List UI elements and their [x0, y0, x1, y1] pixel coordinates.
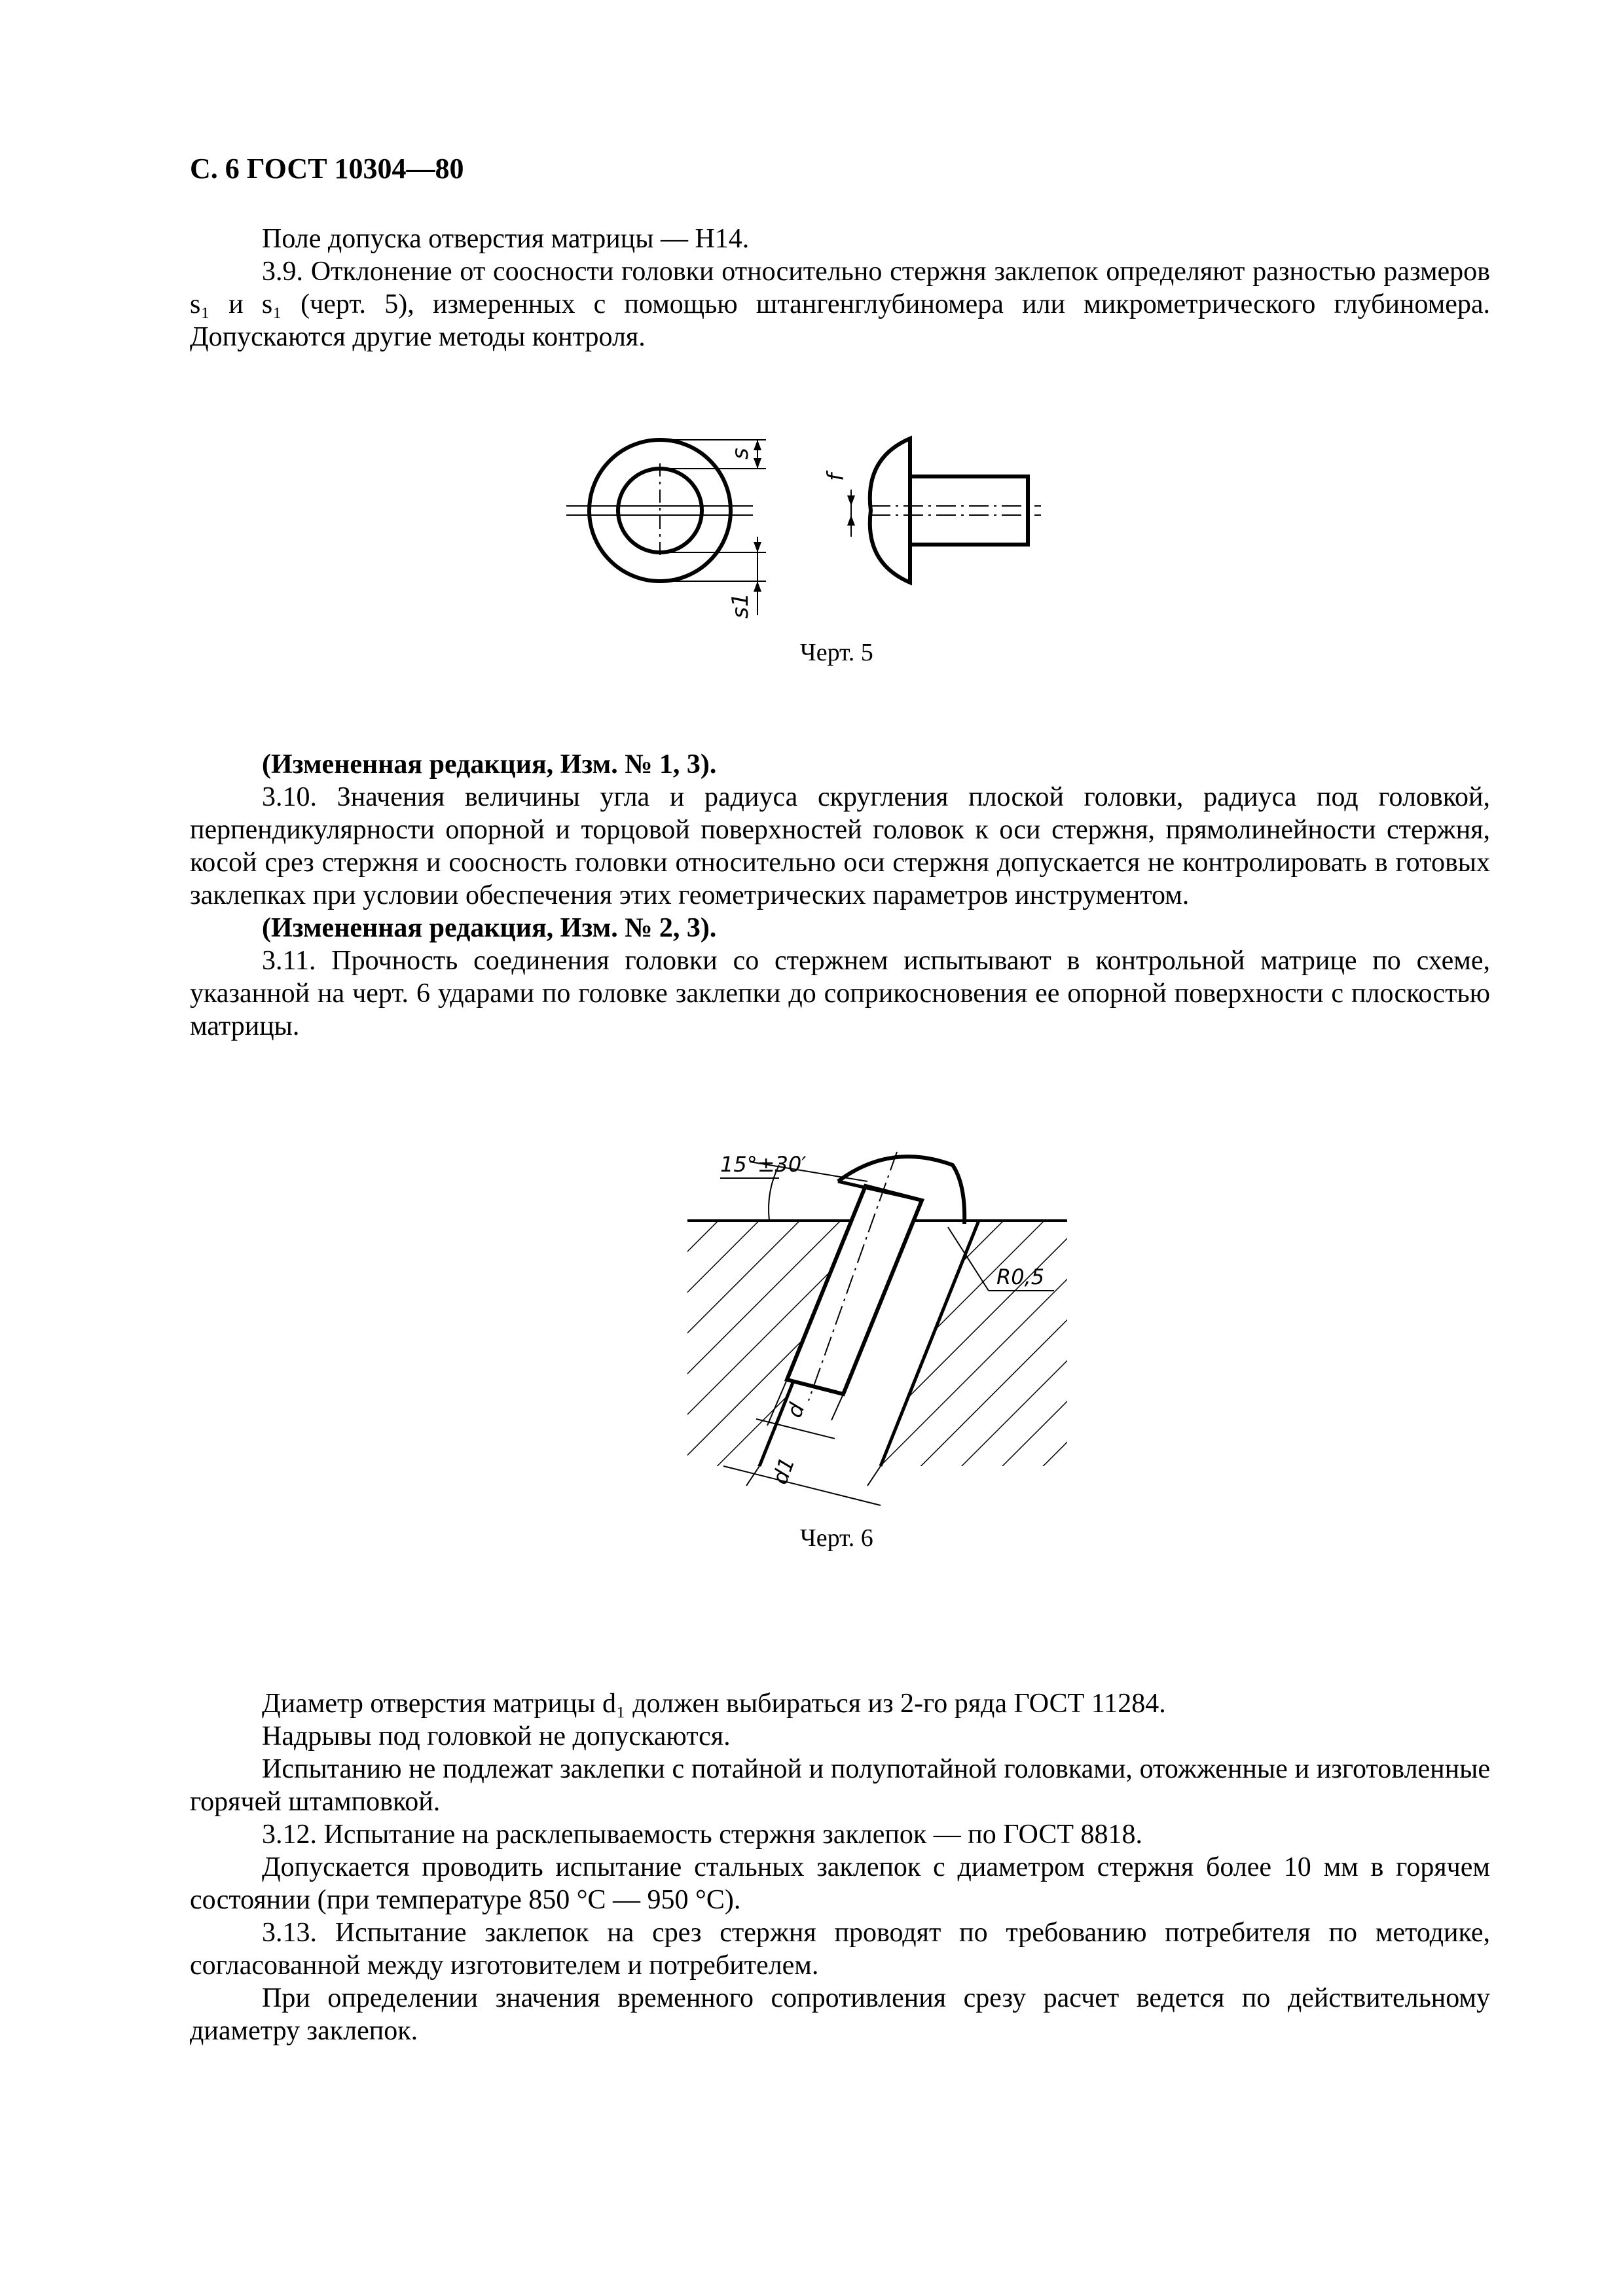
rivet-shank-side	[910, 476, 1028, 545]
figure-6-drawing	[622, 1113, 1080, 1488]
page-header: С. 6 ГОСТ 10304—80	[190, 152, 464, 185]
text-block-bottom	[190, 1687, 1490, 2047]
label-d: d	[781, 1399, 810, 1421]
amendment-note-1: (Измененная редакция, Изм. № 1, 3).	[262, 749, 717, 780]
paragraph-3-12: 3.12. Испытание на расклепываемость стержня заклепок — по ГОСТ 8818.	[262, 1820, 1143, 1850]
paragraph-hot-test: Допускается проводить испытание стальных заклепок с диаметром стержня более 10 мм в горячем состоянии (при температуре 850 °С — 950 °С).	[190, 1852, 1490, 1915]
paragraph-3-13: 3.13. Испытание заклепок на срез стержня проводят по требованию потребителя по методике, согласованной между изготовителем и потребителем.	[190, 1918, 1490, 1981]
paragraph-matrix-diameter: Диаметр отверстия матрицы d₁ должен выбираться из 2-го ряда ГОСТ 11284.	[262, 1689, 1166, 1719]
label-f: f	[823, 473, 849, 481]
amendment-note-2: (Измененная редакция, Изм. № 2, 3).	[262, 913, 717, 943]
label-s1: s1	[727, 592, 754, 619]
rivet-head-side	[870, 439, 910, 583]
text-block-top	[190, 223, 1490, 353]
paragraph-tears: Надрывы под головкой не допускаются.	[262, 1721, 731, 1751]
figure-5-caption: Черт. 5	[800, 639, 873, 666]
label-angle: 15°±30′	[720, 1152, 807, 1177]
label-s: s	[727, 448, 754, 459]
paragraph-tolerance: Поле допуска отверстия матрицы — Н14.	[262, 224, 750, 254]
paragraph-shear-calc: При определении значения временного сопротивления срезу расчет ведется по действительному диаметру заклепок.	[190, 1983, 1490, 2046]
label-d1: d1	[767, 1454, 800, 1488]
paragraph-3-11: 3.11. Прочность соединения головки со стержнем испытывают в контрольной матрице по схеме, указанной на черт. 6 ударами по головке заклепки до соприкосновения ее опорной поверхности с плоскостью матрицы.	[190, 946, 1490, 1041]
text-block-middle	[190, 748, 1490, 1043]
figure-5-drawing	[563, 419, 1218, 641]
paragraph-3-10: 3.10. Значения величины угла и радиуса скругления плоской головки, радиуса под головкой, перпендикулярности опорной и торцовой поверхностей головок к оси стержня, прямолинейности стержня, косой срез стержня и соосность головки относительно оси стержня допускается не контролировать в готовых заклепках при условии обеспечения этих геометрических параметров инструментом.	[190, 782, 1490, 910]
label-radius: R0,5	[996, 1265, 1045, 1289]
figure-6-caption: Черт. 6	[800, 1524, 873, 1552]
paragraph-3-9: 3.9. Отклонение от соосности головки относительно стержня заклепок определяют разностью размеров s₁ и s₁ (черт. 5), измеренных с помощью штангенглубиномера или микрометрического глубиномера. Допускаются другие методы контроля.	[190, 257, 1490, 352]
paragraph-exemptions: Испытанию не подлежат заклепки с потайной и полупотайной головками, отожженные и изготовленные горячей штамповкой.	[190, 1754, 1490, 1817]
